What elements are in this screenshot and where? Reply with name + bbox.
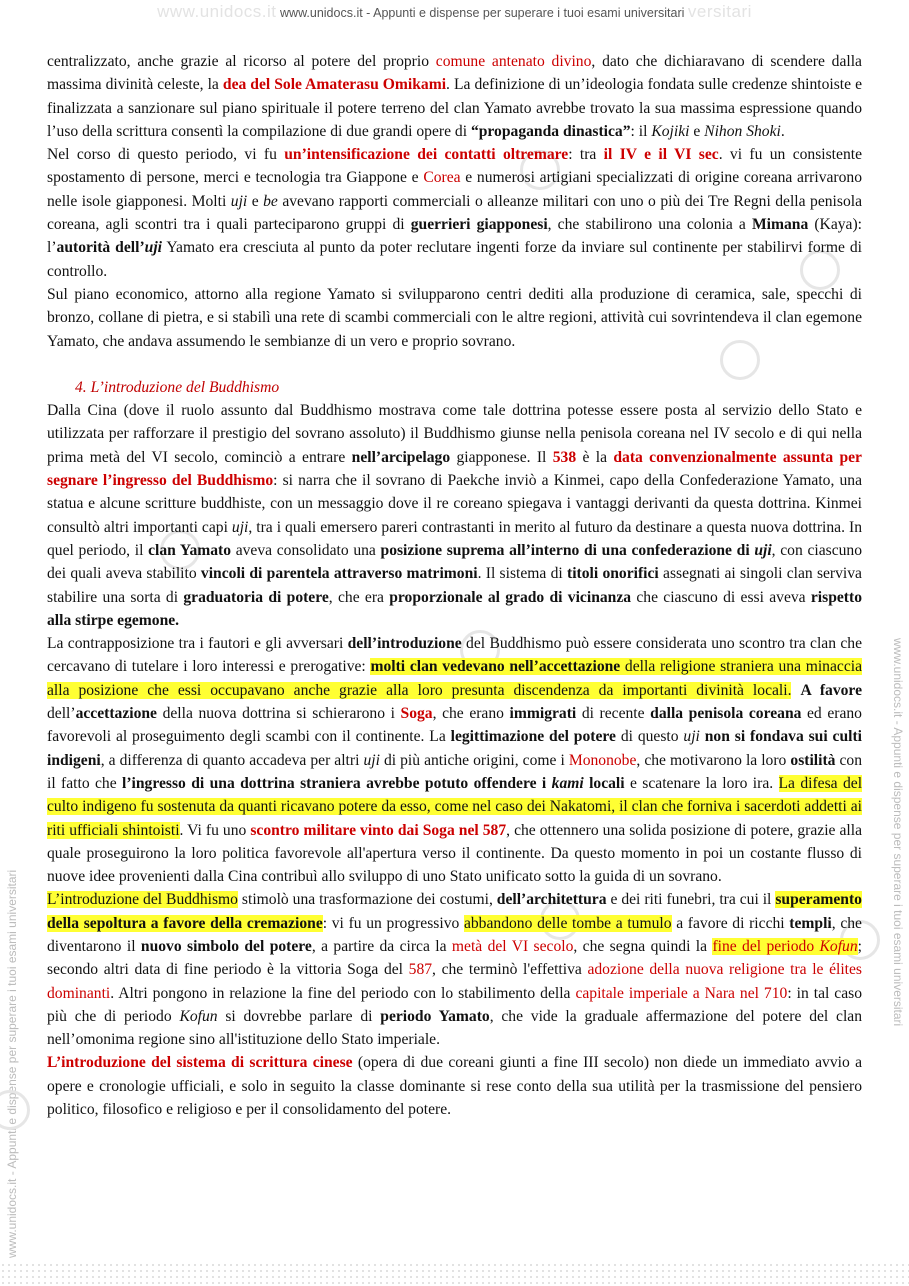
bold-text: non si fondava sui culti indigeni <box>47 728 862 769</box>
bold-text: dell’architettura <box>496 891 607 909</box>
bold-text: periodo Yamato <box>380 1007 490 1025</box>
bold-text: titoli onorifici <box>567 565 659 583</box>
text: ed erano favorevoli al proseguimento degli scambi con il continente. La <box>47 705 862 746</box>
bold-text: dell’introduzione <box>347 635 462 653</box>
italic-text: uji <box>683 728 700 746</box>
bold-text: graduatoria di potere <box>183 588 329 606</box>
text: dell’ <box>47 705 76 723</box>
paragraph-6 <box>47 888 862 1051</box>
bold-text: legittimazione del potere <box>450 728 616 746</box>
red-text: metà del VI secolo <box>451 937 574 955</box>
text: : il <box>630 122 652 140</box>
red-text: Corea <box>423 169 461 187</box>
text: e <box>247 192 264 210</box>
text: si dovrebbe parlare di <box>217 1007 381 1025</box>
side-watermark-left: www.unidocs.it - Appunti e dispense per superare i tuoi esami universitari <box>5 869 19 1258</box>
red-text: capitale imperiale a Nara nel 710 <box>575 984 788 1002</box>
text: a favore di ricchi <box>671 914 790 932</box>
text: : tra <box>568 146 604 164</box>
red-bold-text: 538 <box>552 448 577 466</box>
text: di più antiche origini, come i <box>379 751 569 769</box>
highlighted-text: abbandono delle tombe a tumulo <box>463 914 672 932</box>
bold-text: dalla penisola coreana <box>650 705 802 723</box>
italic-text: Nihon Shoki <box>704 122 781 140</box>
bold-text: locali <box>583 774 625 792</box>
italic-text: uji <box>363 751 380 769</box>
text: , che stabilirono una colonia a <box>547 216 752 234</box>
bold-italic-text: uji <box>144 239 162 257</box>
text: . Il sistema di <box>477 565 567 583</box>
text: Nel corso di questo periodo, vi fu <box>47 146 285 164</box>
red-bold-text: il IV e il VI sec <box>603 146 719 164</box>
bold-italic-text: kami <box>551 774 584 792</box>
bold-text: ostilità <box>790 751 836 769</box>
highlighted-red-italic-text: Kofun <box>819 937 858 955</box>
text: , che erano <box>432 705 510 723</box>
italic-text: uji <box>231 518 249 536</box>
page-header <box>0 2 909 22</box>
text: , che diventarono il <box>47 914 862 955</box>
bold-text: autorità dell’ <box>56 239 145 257</box>
text: , che ottennero una solida posizione di potere, grazie alla quale proseguirono la loro politica favorevole all'apertura verso il continente. Da questo momento in poi un costante flusso di nuove idee provenienti dalla Cina contribuì allo sviluppo di uno Stato unificato sotto la guida di un sovrano. <box>47 821 862 886</box>
text: aveva consolidato una <box>231 541 381 559</box>
text: , che motivarono la loro <box>636 751 791 769</box>
text: , dato che dichiaravano di scendere dalla massima divinità celeste, la <box>47 53 862 94</box>
red-bold-text: dea del Sole Amaterasu Omikami <box>222 76 447 94</box>
text: centralizzato, anche grazie al ricorso al potere del proprio <box>47 53 436 70</box>
text: è la <box>576 448 614 466</box>
bold-text: posizione suprema all’interno di una confederazione di <box>380 541 755 559</box>
text: della nuova dottrina si schierarono i <box>156 705 401 723</box>
text: e <box>689 122 705 140</box>
red-bold-text: L’introduzione del sistema di scrittura cinese <box>47 1054 353 1072</box>
red-bold-text: data convenzionalmente assunta per segnare l’ingresso del Buddhismo <box>47 448 862 490</box>
red-bold-text: un’intensificazione dei contatti oltremare <box>284 146 569 164</box>
text: : in tal caso più che di periodo <box>47 984 862 1025</box>
text: stimolò una trasformazione dei costumi, <box>237 891 497 909</box>
text: e dei riti funebri, tra cui il <box>606 891 776 909</box>
bold-text: guerrieri giapponesi <box>410 216 548 234</box>
bold-text: “propaganda dinastica” <box>470 122 631 140</box>
bold-text: clan Yamato <box>148 541 232 559</box>
text: con il fatto che <box>47 751 862 792</box>
text: , tra i quali emersero pareri contrastanti in merito al futuro da destinare a questa nuova dottrina. In quel periodo, il <box>47 518 862 559</box>
document-body <box>47 50 862 1121</box>
text: (opera di due coreani giunti a fine III secolo) non diede un immediato avvio a opere e cronologie ufficiali, e solo in seguito la classe dominante si rese conto della sua utilità per la trasmissione del pensiero politico, filosofico e religioso e per il consolidamento del potere. <box>47 1054 862 1119</box>
bold-text: accettazione <box>75 705 157 723</box>
italic-text: be <box>263 192 278 210</box>
text: e scatenare la loro ira. <box>624 774 779 792</box>
highlighted-text: La difesa del culto indigeno fu sostenuta da quanti ricavano potere da esso, come nel caso dei Nakatomi, il clan che forniva i sacerdoti addetti ai riti ufficiali shintoisti <box>47 774 863 839</box>
header-text: www.unidocs.it - Appunti e dispense per superare i tuoi esami universitari <box>280 6 685 20</box>
text: Dalla Cina (dove il ruolo assunto dal Buddhismo mostrava come tale dottrina potesse essere posta al servizio dello Stato e utilizzata per rafforzare il prestigio del sovrano assoluto) il Buddhismo giunse nella penisola coreana nel IV secolo e di qui nella prima metà del VI secolo, cominciò a entrare <box>47 402 862 466</box>
paragraph-7 <box>47 1051 862 1121</box>
section-heading: 4. L’introduzione del Buddhismo <box>75 378 280 396</box>
text: del Buddhismo può essere considerata uno scontro tra clan che cercavano di tutelare i loro interessi e prerogative: <box>47 635 862 676</box>
paragraph-3: Sul piano economico, attorno alla regione Yamato si svilupparono centri dediti alla produzione di ceramica, sale, specchi di bronzo, collane di pietra, e si stabilì una rete di scambi commerciali con le altre regioni, attività cui sovrintendeva il clan egemone Yamato, che andava assumendo le sembianze di un vero e proprio sovrano. <box>47 285 862 350</box>
paragraph-2 <box>47 143 862 283</box>
paragraph-4 <box>47 399 862 632</box>
highlighted-bold-text: molti clan vedevano nell’accettazione <box>370 658 621 676</box>
text: avevano rapporti commerciali o alleanze militari con uno o più dei Tre Regni della penisola coreana, agli scontri tra i quali parteciparono gruppi di <box>47 192 863 234</box>
bold-text: nuovo simbolo del potere <box>140 937 312 955</box>
text: di questo <box>615 728 684 746</box>
text: Yamato era cresciuta al punto da poter reclutare ingenti forze da inviare sul continente per stabilirvi forme di controllo. <box>47 239 862 280</box>
bold-text: A favore <box>800 681 862 699</box>
bold-text: nell’arcipelago <box>351 448 451 466</box>
text: , che segna quindi la <box>573 937 713 955</box>
red-text: Mononobe <box>568 751 637 769</box>
side-watermark-right: www.unidocs.it - Appunti e dispense per superare i tuoi esami universitari <box>891 638 905 1027</box>
bold-text: l’ingresso di una dottrina straniera avrebbe potuto offendere i <box>122 774 552 792</box>
bold-text: Mimana <box>751 216 809 234</box>
text: . <box>780 122 785 140</box>
text: : vi fu un progressivo <box>322 914 464 932</box>
bold-text: vincoli di parentela attraverso matrimoni <box>200 565 478 583</box>
text: . Altri pongono in relazione la fine del periodo con lo stabilimento della <box>110 984 576 1002</box>
text: assegnati ai singoli clan serviva stabilire una sorta di <box>47 565 862 606</box>
text: , che era <box>328 588 390 606</box>
text: . Vi fu uno <box>179 821 251 839</box>
text: (Kaya): l’ <box>47 216 862 257</box>
text: giapponese. Il <box>450 448 553 466</box>
red-text: 587 <box>408 961 433 979</box>
header-ghost-left: www.unidocs.it <box>157 2 277 21</box>
text: . La definizione di un’ideologia fondata sulle credenze shintoiste e finalizzata a sanzionare sul piano spirituale il potere terreno del clan Yamato avrebbe trovato la sua massima espressione quando l’uso della scrittura consentì la compilazione di due grandi opere di <box>47 76 862 140</box>
text: ; secondo altri data di fine periodo è la vittoria Soga del <box>47 937 862 979</box>
red-bold-text: Soga <box>400 705 433 723</box>
red-text: adozione della nuova religione tra le élites dominanti <box>47 961 863 1002</box>
red-text: comune antenato divino <box>435 53 592 70</box>
bold-italic-text: uji <box>754 541 772 559</box>
text: : si narra che il sovrano di Paekche inviò a Kinmei, capo della Confederazione Yamato, una statua e alcune scritture buddhiste, con un messaggio dove il re coreano spiegava i vantaggi derivanti da questa dottrina. Kinmei consultò altri importanti capi <box>47 472 862 536</box>
italic-text: Kojiki <box>651 122 690 140</box>
text: , con ciascuno dei quali aveva stabilito <box>47 541 862 583</box>
highlighted-bold-text: superamento della sepoltura a favore della cremazione <box>47 891 862 932</box>
text: . vi fu un consistente spostamento di persone, merci e tecnologia tra Giappone e <box>47 146 862 187</box>
footer-dot-pattern <box>0 1262 909 1286</box>
bold-text: immigrati <box>509 705 577 723</box>
text: , che vide la graduale affermazione del potere del clan nell’omonima regione sino all'istituzione dello Stato imperiale. <box>47 1007 862 1049</box>
red-bold-text: scontro militare vinto dai Soga nel 587 <box>250 821 507 839</box>
header-ghost-right: versitari <box>687 2 752 21</box>
text: che ciascuno di essi aveva <box>631 588 811 606</box>
text: e numerosi artigiani specializzati di origine coreana arrivarono nelle isole giapponesi. Molti <box>47 169 862 210</box>
text: , a partire da circa la <box>311 937 452 955</box>
highlighted-text: L’introduzione del Buddhismo <box>47 891 238 909</box>
bold-text: proporzionale al grado di vicinanza <box>389 588 632 606</box>
paragraph-5 <box>47 632 862 888</box>
bold-text: templi <box>789 914 832 932</box>
highlighted-red-text: fine del periodo <box>712 937 820 955</box>
text: , a differenza di quanto accadeva per altri <box>100 751 364 769</box>
text: , che terminò l'effettiva <box>432 961 588 979</box>
text: di recente <box>576 705 651 723</box>
italic-text: Kofun <box>179 1007 218 1025</box>
text: La contrapposizione tra i fautori e gli avversari <box>47 635 348 653</box>
bold-text: rispetto alla stirpe egemone. <box>47 588 862 629</box>
italic-text: uji <box>230 192 248 210</box>
paragraph-1 <box>47 50 862 143</box>
watermark-logo-icon <box>0 1090 30 1130</box>
highlighted-text: della religione straniera una minaccia alla posizione che essi occupavano anche grazie alla loro presunta discendenza da importanti divinità locali. <box>47 658 862 699</box>
